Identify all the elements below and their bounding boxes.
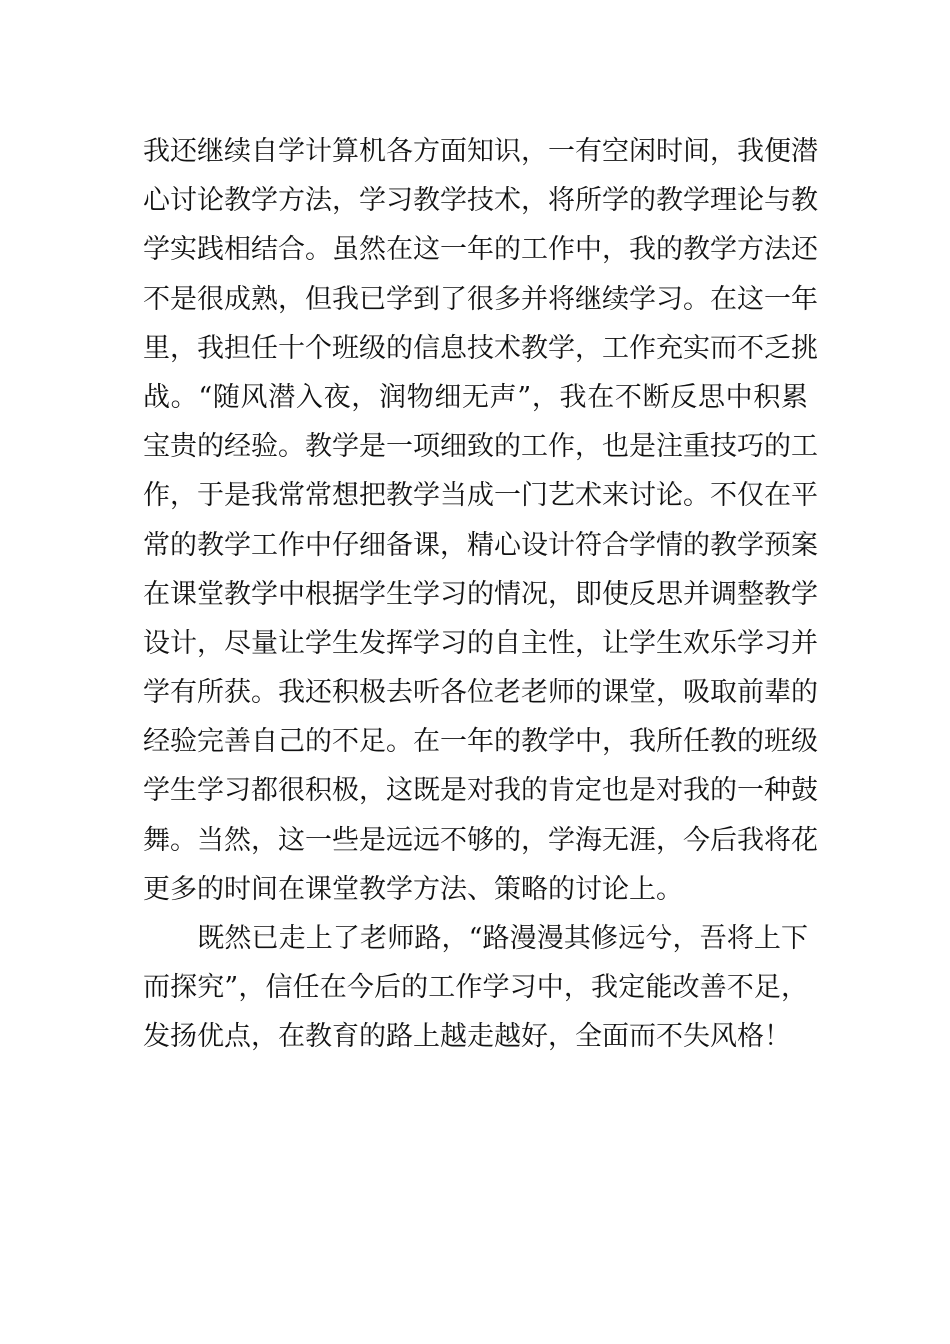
paragraph-1 (143, 127, 818, 914)
paragraph-line: 战。“随风潜入夜，润物细无声”，我在不断反思中积累 (143, 381, 808, 413)
paragraph-line: 学有所获。我还积极去听各位老老师的课堂，吸取前辈的 (143, 677, 818, 709)
paragraph-line: 心讨论教学方法，学习教学技术，将所学的教学理论与教 (143, 185, 818, 217)
paragraph-line: 设计，尽量让学生发挥学习的自主性，让学生欢乐学习并 (143, 627, 818, 659)
paragraph-line: 不是很成熟，但我已学到了很多并将继续学习。在这一年 (143, 283, 818, 315)
paragraph-line: 舞。当然，这一些是远远不够的，学海无涯，今后我将花 (143, 824, 818, 856)
document-body (143, 127, 818, 1062)
paragraph-line: 宝贵的经验。教学是一项细致的工作，也是注重技巧的工 (143, 431, 818, 463)
paragraph-line: 在课堂教学中根据学生学习的情况，即使反思并调整教学 (143, 578, 818, 610)
paragraph-line: 我还继续自学计算机各方面知识，一有空闲时间，我便潜 (143, 136, 818, 167)
paragraph-line: 发扬优点，在教育的路上越走越好，全面而不失风格！ (143, 1021, 791, 1053)
paragraph-line: 更多的时间在课堂教学方法、策略的讨论上。 (143, 873, 683, 905)
paragraph-line: 作，于是我常常想把教学当成一门艺术来讨论。不仅在平 (143, 480, 818, 512)
paragraph-line: 里，我担任十个班级的信息技术教学，工作充实而不乏挑 (143, 332, 818, 364)
paragraph-line: 而探究”，信任在今后的工作学习中，我定能改善不足， (143, 972, 808, 1004)
paragraph-line: 常的教学工作中仔细备课，精心设计符合学情的教学预案 (143, 529, 818, 561)
paragraph-line: 学生学习都很积极，这既是对我的肯定也是对我的一种鼓 (143, 775, 818, 807)
paragraph-line: 既然已走上了老师路，“路漫漫其修远兮，吾将上下 (143, 923, 808, 954)
paragraph-2 (143, 914, 808, 1062)
paragraph-line: 学实践相结合。虽然在这一年的工作中，我的教学方法还 (143, 234, 818, 266)
paragraph-line: 经验完善自己的不足。在一年的教学中，我所任教的班级 (143, 726, 818, 758)
